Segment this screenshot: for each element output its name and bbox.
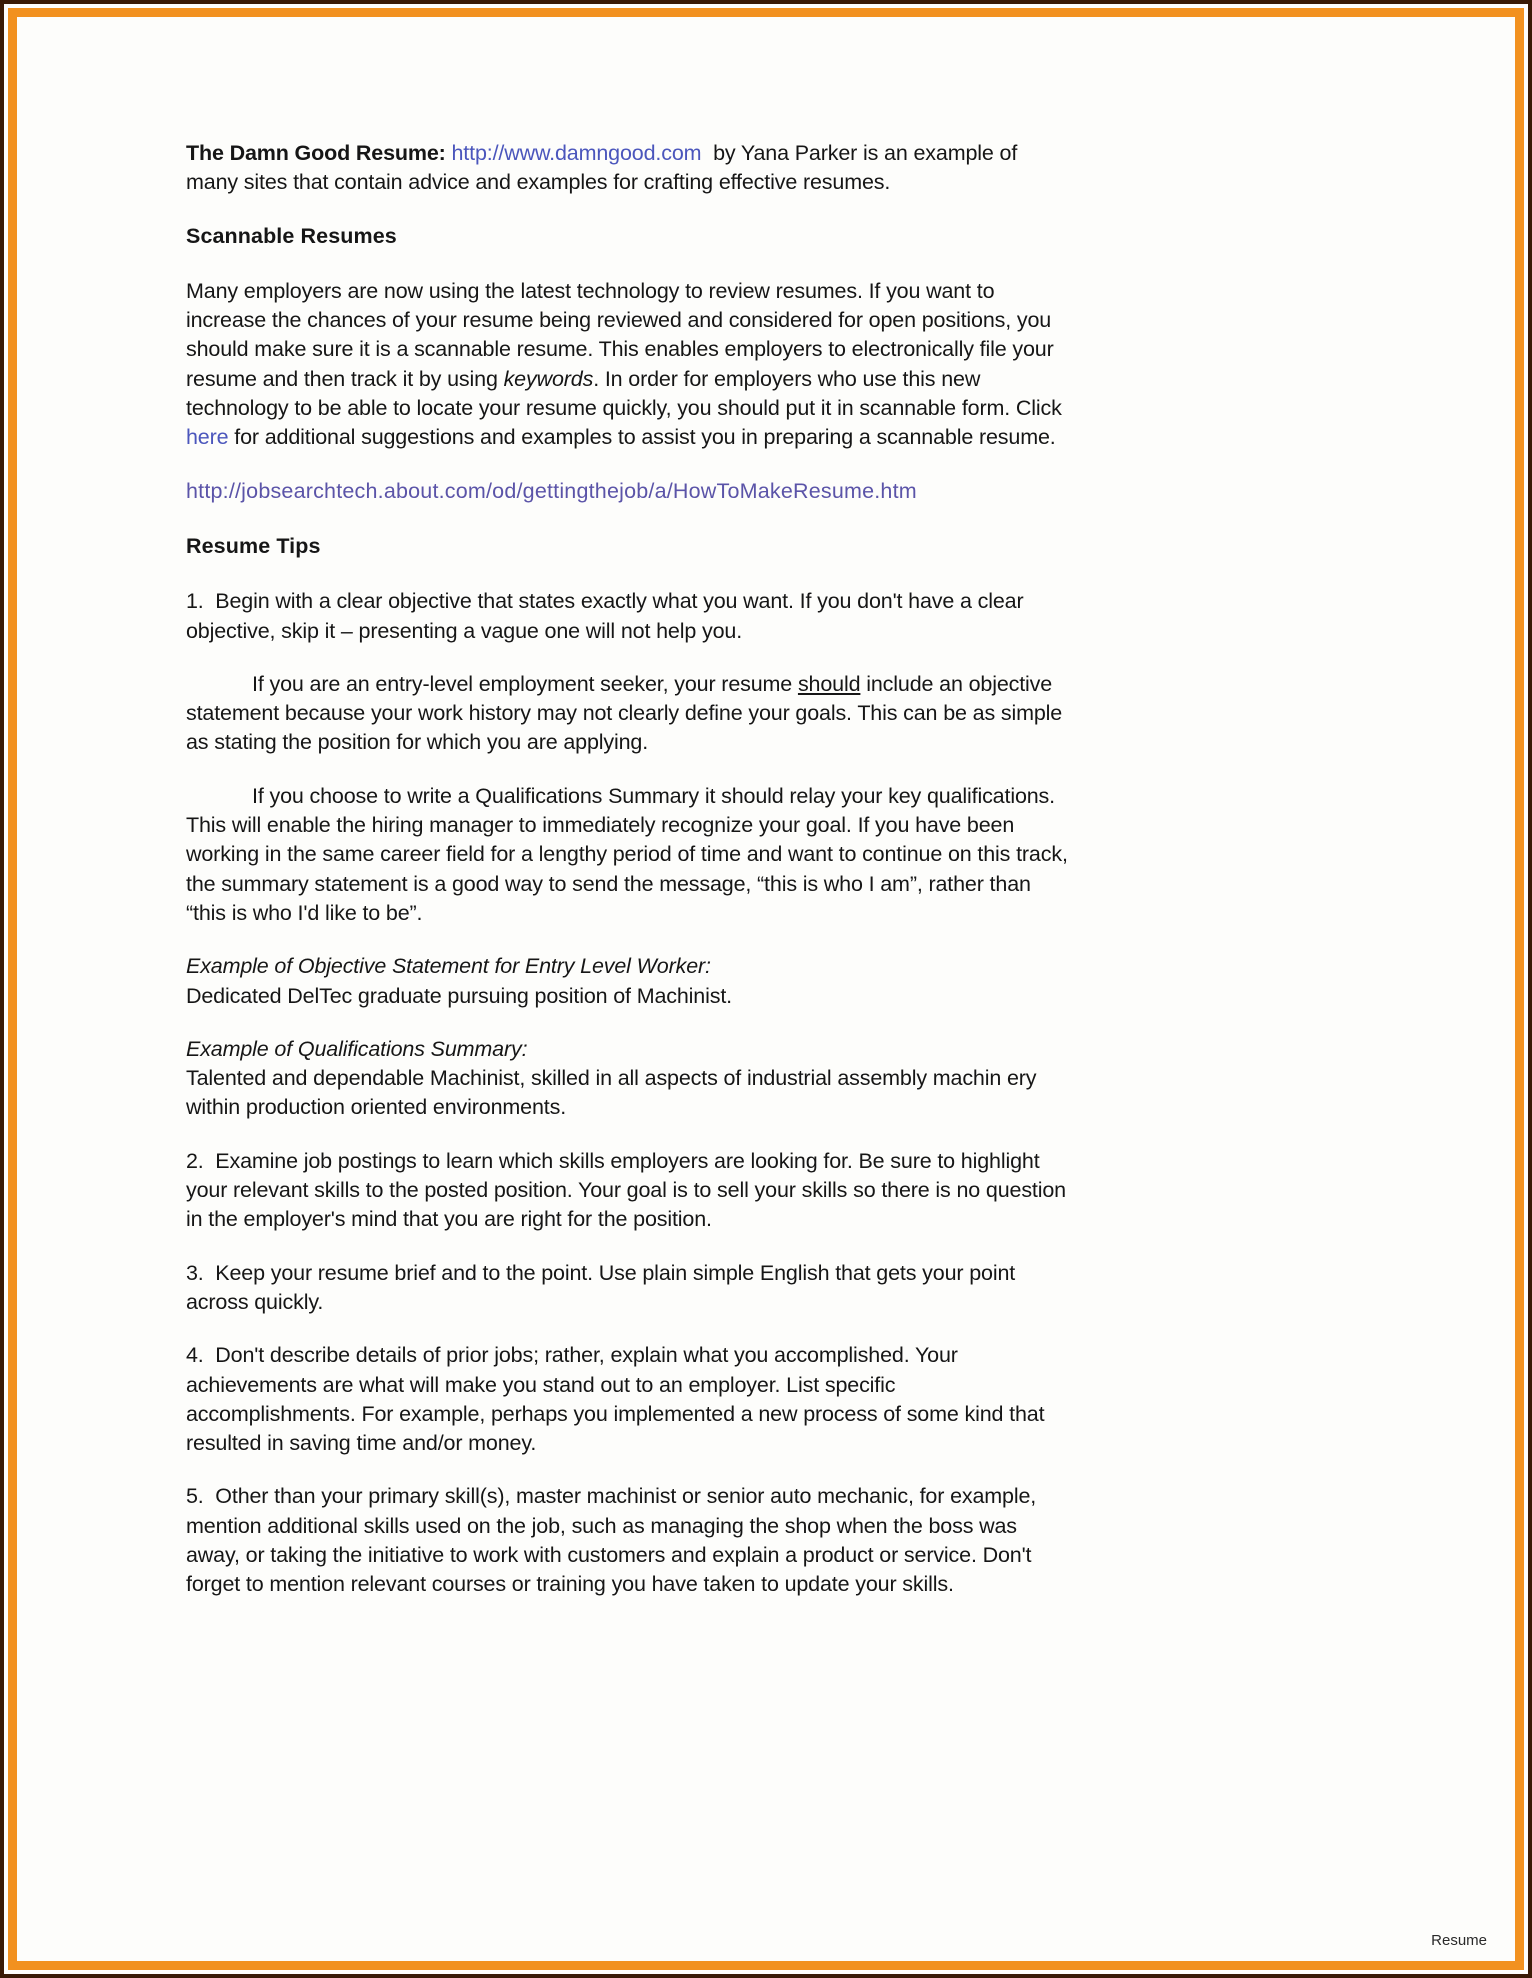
tip-item-4 <box>186 1341 1068 1458</box>
example-objective-statement <box>186 952 1068 1011</box>
qualifications-summary-paragraph: If you choose to write a Qualifications Summary it should relay your key qualifications. This will enable the hiring manager to immediately recognize your goal. If you have been working in the same career field for a lengthy period of time and want to continue on this track, the summary statement is a good way to send the message, “this is who I am”, rather than “this is who I'd like to be”. <box>186 783 1068 925</box>
scannable-part-3: for additional suggestions and examples to assist you in preparing a scannable resume. <box>228 425 1056 450</box>
tip-item-2 <box>186 1147 1068 1235</box>
tip-text-5: Other than your primary skill(s), master machinist or senior auto mechanic, for example, mention additional skills used on the job, such as managing the shop when the boss was away, or taking the initiative to work with customers and explain a product or service. Don't forget to mention relevant courses or training you have taken to update your skills. <box>186 1484 1037 1597</box>
tip-text-4: Don't describe details of prior jobs; rather, explain what you accomplished. Your achievements are what will make you stand out to an employer. List specific accomplishments. For example, perhaps you implemented a new process of some kind that resulted in saving time and/or money. <box>186 1343 1045 1456</box>
tip-number-2: 2. <box>186 1148 204 1173</box>
objective-part-1: If you are an entry-level employment seeker, your resume <box>252 671 798 696</box>
tip-number-1: 1. <box>186 589 204 614</box>
objective-part-2: include an objective statement because your work history may not clearly define your goals. This can be as simple as stating the position for which you are applying. <box>186 671 1063 755</box>
tip-text-3: Keep your resume brief and to the point. Use plain simple English that gets your point across quickly. <box>186 1260 1016 1314</box>
scanned-page <box>17 17 1515 1961</box>
example-qualifications-title-line <box>186 1035 1068 1064</box>
scannable-part-2: . In order for employers who use this new technology to be able to locate your resume quickly, you should put it in scannable form. Click <box>186 366 1062 421</box>
heading-scannable-resumes: Scannable Resumes <box>186 223 397 248</box>
document-body <box>186 139 1068 1624</box>
tip-item-3 <box>186 1259 1068 1318</box>
tip-text-2: Examine job postings to learn which skills employers are looking for. Be sure to highlight your relevant skills to the posted position. Your goal is to sell your skills so there is no question in the employer's mind that you are right for the position. <box>186 1148 1066 1232</box>
tip-item-5 <box>186 1482 1068 1599</box>
example-objective-title-suffix: : <box>705 954 711 979</box>
objective-statement-paragraph <box>186 670 1068 758</box>
example-qualifications-summary <box>186 1035 1068 1123</box>
keywords-italic: keywords <box>503 366 594 391</box>
example-objective-text: Dedicated DelTec graduate pursuing position of Machinist. <box>186 983 732 1008</box>
tip-number-3: 3. <box>186 1260 204 1285</box>
heading-resume-tips: Resume Tips <box>186 533 321 558</box>
intro-bold-lead: The Damn Good Resume: <box>186 141 446 165</box>
tip-text-1: Begin with a clear objective that states exactly what you want. If you don't have a clear objective, skip it – presenting a vague one will not help you. <box>186 589 1024 643</box>
example-qualifications-text: Talented and dependable Machinist, skilled in all aspects of industrial assembly machin ery within production oriented environments. <box>186 1066 1037 1120</box>
example-qualifications-title-suffix: : <box>521 1036 528 1061</box>
jobsearchtech-url-link[interactable]: http://jobsearchtech.about.com/od/gettingthejob/a/HowToMakeResume.htm <box>186 478 917 503</box>
example-objective-title: Example of Objective Statement for Entry Level Worker <box>186 954 706 979</box>
tip-number-5: 5. <box>186 1484 204 1509</box>
intro-paragraph <box>186 139 1068 198</box>
example-qualifications-title: Example of Qualifications Summary <box>186 1036 522 1061</box>
scannable-part-1: Many employers are now using the latest technology to review resumes. If you want to increase the chances of your resume being reviewed and considered for open positions, you should make sure it is a scannable resume. This enables employers to electronically file your resume and then track it by using <box>186 278 1054 391</box>
example-objective-title-line <box>186 952 1068 981</box>
intro-rest-text: by Yana Parker is an example of many sites that contain advice and examples for crafting effective resumes. <box>186 141 1018 195</box>
tip-number-4: 4. <box>186 1343 204 1368</box>
here-link[interactable]: here <box>186 425 229 450</box>
should-underlined: should <box>797 671 861 696</box>
scannable-resumes-paragraph <box>186 277 1068 453</box>
tip-item-1 <box>186 587 1068 646</box>
page-footer-label: Resume <box>1431 1932 1487 1949</box>
damngood-link[interactable]: http://www.damngood.com <box>451 141 702 165</box>
